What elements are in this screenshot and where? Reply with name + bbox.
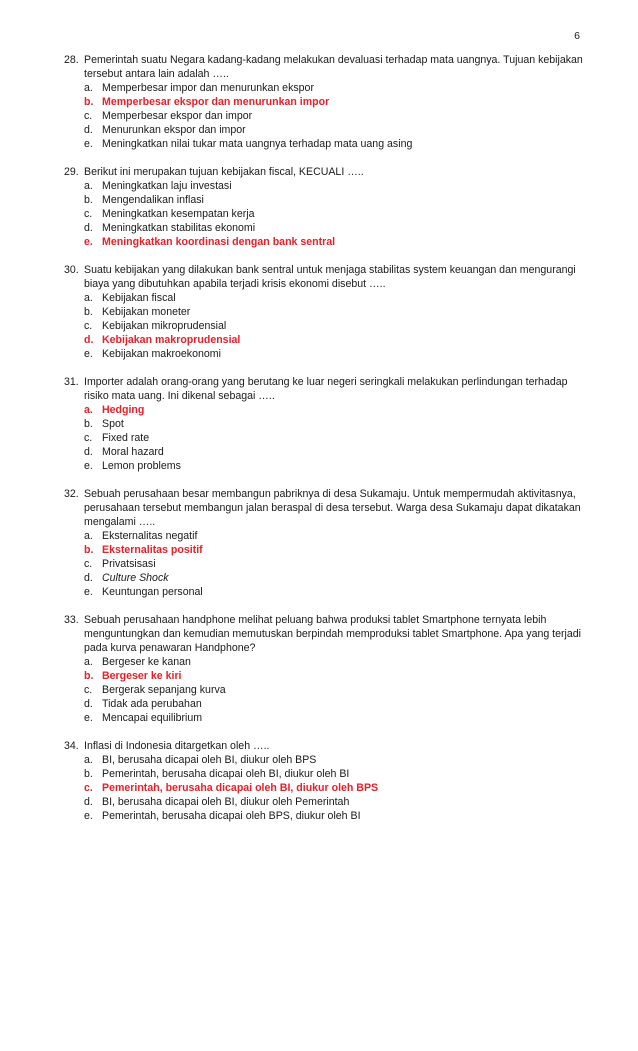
answer-option [64,291,584,305]
option-text: BI, berusaha dicapai oleh BI, diukur oleh BPS [102,754,317,766]
question-stem [64,613,584,655]
answer-option [64,81,584,95]
option-text: Fixed rate [102,432,150,444]
option-letter: c. [84,110,93,122]
answer-option-correct [64,235,584,249]
answer-option-correct [64,781,584,795]
option-letter: d. [84,572,93,584]
answer-options [64,753,584,823]
option-letter: d. [84,334,94,346]
option-text: Meningkatkan kesempatan kerja [102,208,255,220]
option-letter: a. [84,530,93,542]
option-letter: b. [84,544,94,556]
option-text: Eksternalitas negatif [102,530,198,542]
answer-option [64,557,584,571]
option-letter: a. [84,292,93,304]
option-text: Bergerak sepanjang kurva [102,684,226,696]
answer-option [64,137,584,151]
option-text: Menurunkan ekspor dan impor [102,124,246,136]
question-number: 31. [64,376,79,388]
option-text: Bergeser ke kanan [102,656,191,668]
question-stem [64,53,584,81]
question-32 [64,487,584,599]
option-text: Kebijakan makroekonomi [102,348,221,360]
option-text: Tidak ada perubahan [102,698,202,710]
option-text: Pemerintah, berusaha dicapai oleh BPS, diukur oleh BI [102,810,361,822]
answer-options [64,655,584,725]
option-text: Kebijakan mikroprudensial [102,320,227,332]
option-letter: e. [84,810,93,822]
option-text: Eksternalitas positif [102,544,203,556]
question-number: 32. [64,488,79,500]
answer-option [64,655,584,669]
option-letter: a. [84,656,93,668]
question-number: 30. [64,264,79,276]
option-letter: a. [84,754,93,766]
answer-option-correct [64,403,584,417]
question-text: Sebuah perusahaan handphone melihat peluang bahwa produksi tablet Smartphone ternyata lebih menguntungkan dan kemudian memutuskan berpindah memproduksi tablet Smartphone. Apa yang terjadi pada kurva penawaran Handphone? [84,614,582,654]
option-text: Moral hazard [102,446,164,458]
question-33 [64,613,584,725]
option-text: Privatsisasi [102,558,156,570]
question-text: Pemerintah suatu Negara kadang-kadang melakukan devaluasi terhadap mata uangnya. Tujuan kebijakan tersebut antara lain adalah ….. [84,54,583,80]
answer-option-correct [64,95,584,109]
question-stem [64,165,584,179]
question-29 [64,165,584,249]
page-number: 6 [574,30,580,42]
option-text: Kebijakan makroprudensial [102,334,241,346]
question-stem [64,263,584,291]
answer-option-correct [64,669,584,683]
option-letter: e. [84,460,93,472]
option-letter: b. [84,96,94,108]
option-text: Pemerintah, berusaha dicapai oleh BI, diukur oleh BI [102,768,350,780]
option-letter: e. [84,138,93,150]
answer-option [64,571,584,585]
answer-option-correct [64,333,584,347]
question-text: Importer adalah orang-orang yang berutang ke luar negeri seringkali melakukan perlindungan terhadap risiko mata uang. Ini dikenal sebagai ….. [84,376,568,402]
answer-option [64,683,584,697]
answer-option [64,109,584,123]
option-text: Kebijakan fiscal [102,292,176,304]
answer-option [64,711,584,725]
question-number: 34. [64,740,79,752]
answer-options [64,81,584,151]
question-stem [64,375,584,403]
option-letter: d. [84,222,93,234]
option-letter: c. [84,320,93,332]
answer-option [64,767,584,781]
question-text: Berikut ini merupakan tujuan kebijakan fiscal, KECUALI ….. [84,166,364,178]
answer-option [64,305,584,319]
question-stem [64,739,584,753]
option-text: Spot [102,418,124,430]
option-letter: b. [84,194,93,206]
option-letter: d. [84,796,93,808]
question-list [64,53,584,837]
option-letter: e. [84,712,93,724]
answer-option [64,529,584,543]
option-text: Memperbesar ekspor dan impor [102,110,253,122]
option-text: Mencapai equilibrium [102,712,203,724]
answer-option [64,417,584,431]
answer-option [64,459,584,473]
option-letter: a. [84,82,93,94]
option-text: Meningkatkan stabilitas ekonomi [102,222,256,234]
answer-options [64,179,584,249]
question-number: 33. [64,614,79,626]
option-letter: c. [84,782,93,794]
question-number: 28. [64,54,79,66]
answer-option [64,221,584,235]
question-text: Inflasi di Indonesia ditargetkan oleh ….. [84,740,270,752]
answer-option [64,207,584,221]
option-text: Kebijakan moneter [102,306,191,318]
answer-option [64,123,584,137]
answer-option [64,319,584,333]
answer-option [64,179,584,193]
answer-option [64,445,584,459]
option-letter: c. [84,684,93,696]
option-text: Meningkatkan laju investasi [102,180,232,192]
option-letter: b. [84,670,94,682]
option-text: Memperbesar impor dan menurunkan ekspor [102,82,314,94]
question-34 [64,739,584,823]
option-text: Lemon problems [102,460,181,472]
option-text: Meningkatkan koordinasi dengan bank sentral [102,236,336,248]
option-letter: e. [84,586,93,598]
option-text: BI, berusaha dicapai oleh BI, diukur oleh Pemerintah [102,796,350,808]
answer-option [64,795,584,809]
option-text: Mengendalikan inflasi [102,194,204,206]
answer-option [64,193,584,207]
answer-option [64,809,584,823]
answer-option [64,431,584,445]
answer-option [64,697,584,711]
option-letter: b. [84,418,93,430]
option-letter: c. [84,432,93,444]
question-30 [64,263,584,361]
option-text: Keuntungan personal [102,586,203,598]
answer-option [64,347,584,361]
option-text: Bergeser ke kiri [102,670,182,682]
option-letter: d. [84,124,93,136]
option-letter: a. [84,404,93,416]
option-text: Hedging [102,404,145,416]
option-letter: c. [84,208,93,220]
question-stem [64,487,584,529]
answer-option [64,585,584,599]
option-letter: b. [84,768,93,780]
option-letter: b. [84,306,93,318]
option-letter: e. [84,236,93,248]
option-letter: e. [84,348,93,360]
question-number: 29. [64,166,79,178]
option-text: Memperbesar ekspor dan menurunkan impor [102,96,330,108]
answer-option-correct [64,543,584,557]
answer-options [64,529,584,599]
option-text: Pemerintah, berusaha dicapai oleh BI, diukur oleh BPS [102,782,379,794]
answer-option [64,753,584,767]
question-31 [64,375,584,473]
option-letter: d. [84,446,93,458]
option-letter: a. [84,180,93,192]
option-letter: c. [84,558,93,570]
question-28 [64,53,584,151]
answer-options [64,291,584,361]
question-text: Suatu kebijakan yang dilakukan bank sentral untuk menjaga stabilitas system keuangan dan mengurangi biaya yang dibutuhkan apabila terjadi krisis ekonomi disebut ….. [84,264,576,290]
question-text: Sebuah perusahaan besar membangun pabriknya di desa Sukamaju. Untuk mempermudah aktivitasnya, perusahaan tersebut membangun jalan beraspal di desa tersebut. Warga desa Sukamaju dapat dikatakan mengalami ….. [84,488,581,528]
option-text: Culture Shock [102,572,169,584]
option-letter: d. [84,698,93,710]
option-text: Meningkatkan nilai tukar mata uangnya terhadap mata uang asing [102,138,413,150]
answer-options [64,403,584,473]
